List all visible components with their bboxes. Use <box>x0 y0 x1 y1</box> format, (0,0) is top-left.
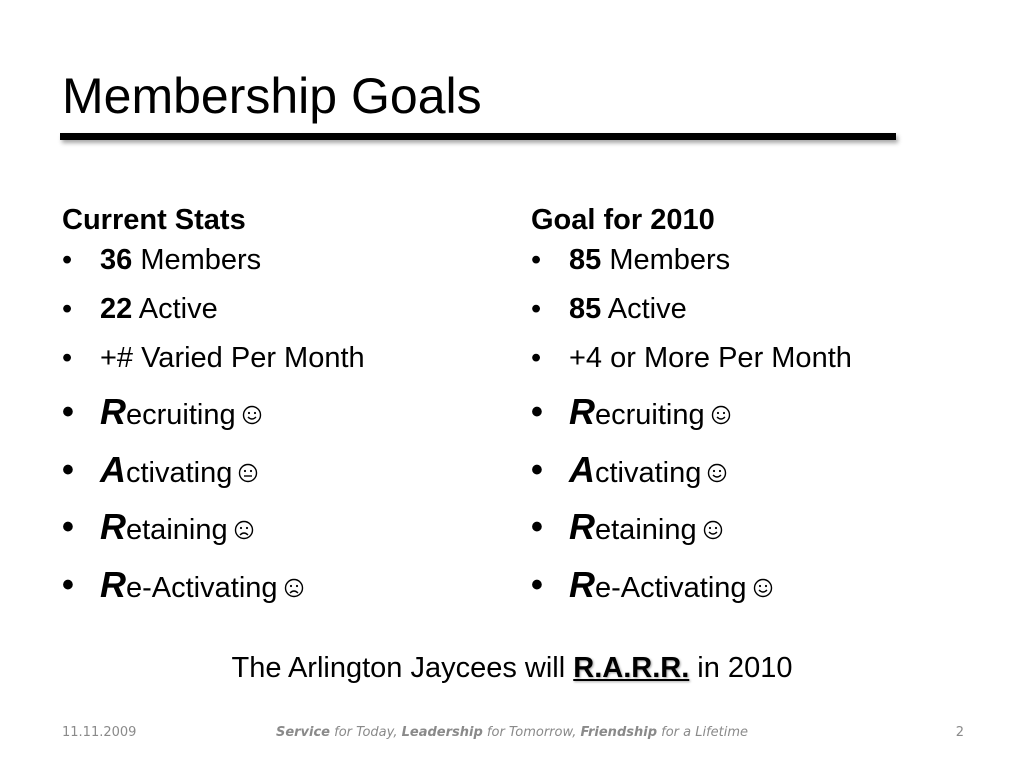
footer-slogan <box>0 724 1024 742</box>
rarr-word-rest: e-Activating <box>595 571 747 604</box>
bullet: • <box>531 342 542 374</box>
rarr-letter: R <box>100 563 126 605</box>
slogan-word-friendship: Friendship <box>580 725 657 740</box>
bullet: • <box>62 342 73 374</box>
stat-label: Members <box>132 244 262 276</box>
rarr-item <box>531 387 971 445</box>
bullet: • <box>531 565 543 604</box>
current-stats-column <box>62 200 502 617</box>
rarr-letter: R <box>569 391 595 432</box>
bullet: • <box>62 565 74 604</box>
slogan-word-service: Service <box>275 725 330 740</box>
rarr-item <box>531 445 971 503</box>
rarr-tagline <box>0 648 1024 688</box>
current-stats-heading: Current Stats <box>62 204 246 236</box>
stat-number: 36 <box>100 244 133 276</box>
rarr-item <box>531 560 971 618</box>
slogan-word-leadership: Leadership <box>401 725 483 740</box>
stat-item <box>531 240 971 289</box>
rarr-word-rest: ecruiting <box>126 399 236 431</box>
bullet: • <box>531 450 543 489</box>
rarr-letter: R <box>100 391 126 432</box>
stat-label: Active <box>132 293 218 325</box>
goal-list <box>531 240 971 617</box>
slogan-text: for a Lifetime <box>657 725 749 740</box>
bullet: • <box>62 293 73 325</box>
neutral-face-icon <box>238 463 258 483</box>
stat-item <box>62 289 502 338</box>
stat-item <box>531 289 971 338</box>
title-underline-rule <box>60 133 896 140</box>
slide-page-number: 2 <box>955 725 964 740</box>
tagline-prefix: The Arlington Jaycees will <box>231 652 574 684</box>
stat-label: +# Varied Per Month <box>100 342 365 374</box>
stat-item <box>531 338 971 387</box>
smiling-face-icon <box>753 578 773 598</box>
bullet: • <box>62 244 73 276</box>
rarr-item <box>531 502 971 560</box>
rarr-letter: R <box>569 506 595 547</box>
current-stats-list <box>62 240 502 617</box>
stat-number: 85 <box>569 244 602 276</box>
bullet: • <box>531 393 543 431</box>
stat-label: Active <box>601 293 687 325</box>
bullet: • <box>62 393 74 431</box>
stat-label: Members <box>601 244 731 276</box>
smiling-face-icon <box>242 405 262 425</box>
bullet: • <box>531 508 543 546</box>
rarr-word-rest: ctivating <box>595 456 702 489</box>
stat-item <box>62 338 502 387</box>
slide-title: Membership Goals <box>62 68 482 124</box>
rarr-letter: A <box>569 448 595 490</box>
tagline-suffix: in 2010 <box>689 652 793 684</box>
smiling-face-icon <box>707 463 727 483</box>
frowning-face-icon <box>284 578 304 598</box>
stat-number: 22 <box>100 293 133 325</box>
bullet: • <box>531 244 542 276</box>
bullet: • <box>62 450 74 489</box>
tagline-emphasis: R.A.R.R. <box>573 652 690 684</box>
footer-date: 11.11.2009 <box>62 725 137 740</box>
bullet: • <box>62 508 74 546</box>
rarr-word-rest: e-Activating <box>126 571 278 604</box>
rarr-letter: R <box>569 563 595 605</box>
smiling-face-icon <box>711 405 731 425</box>
bullet: • <box>531 293 542 325</box>
rarr-letter: R <box>100 506 126 547</box>
goal-2010-column <box>531 200 971 617</box>
stat-label: +4 or More Per Month <box>569 342 852 374</box>
rarr-item <box>62 387 502 445</box>
rarr-item <box>62 445 502 503</box>
slogan-text: for Tomorrow, <box>482 725 581 740</box>
rarr-word-rest: ctivating <box>126 456 233 489</box>
smiling-face-icon <box>703 520 723 540</box>
rarr-item <box>62 560 502 618</box>
rarr-item <box>62 502 502 560</box>
rarr-word-rest: etaining <box>126 514 228 546</box>
frowning-face-icon <box>234 520 254 540</box>
goal-heading: Goal for 2010 <box>531 204 715 236</box>
stat-item <box>62 240 502 289</box>
rarr-letter: A <box>100 448 126 490</box>
rarr-word-rest: ecruiting <box>595 399 705 431</box>
slogan-text: for Today, <box>330 725 402 740</box>
stat-number: 85 <box>569 293 602 325</box>
rarr-word-rest: etaining <box>595 514 697 546</box>
